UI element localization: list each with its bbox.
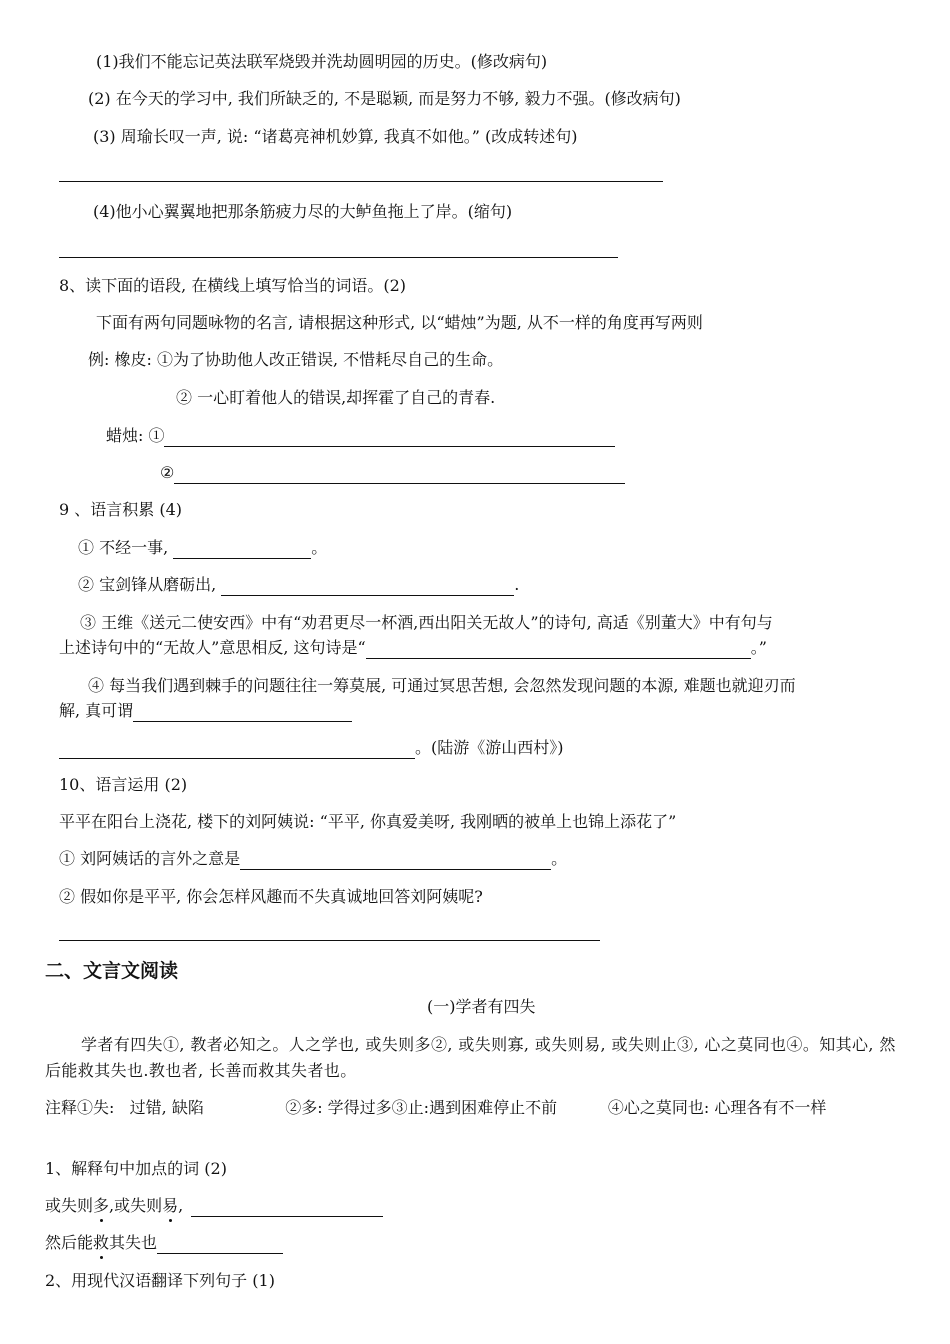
q10-title: 10、语言运用 (2) [59, 775, 188, 794]
q9-item-4-source: 。(陆游《游山西村》) [415, 738, 564, 757]
q9-item-4-text: 解, 真可谓 [59, 701, 134, 720]
answer-blank[interactable] [173, 540, 311, 559]
q9-item-3-text: 上述诗句中的“无故人”意思相反, 这句诗是“ [59, 638, 366, 657]
q1-text: 其失也 [109, 1233, 158, 1252]
answer-blank[interactable] [59, 740, 415, 759]
q1-text: 然后能 [45, 1233, 94, 1252]
q1-text: , [178, 1196, 184, 1215]
q7-sentence-4: (4)他小心翼翼地把那条筋疲力尽的大鲈鱼拖上了岸。(缩句) [93, 202, 513, 221]
q10-sub-2: ② 假如你是平平, 你会怎样风趣而不失真诚地回答刘阿姨呢? [59, 887, 483, 906]
q10-sub-1 [59, 848, 567, 870]
q1-text: 或失则 [45, 1196, 94, 1215]
answer-blank[interactable] [221, 577, 514, 596]
answer-blank[interactable] [164, 428, 615, 447]
q8-title: 8、读下面的语段, 在横线上填写恰当的词语。(2) [59, 276, 407, 295]
answer-line[interactable] [59, 257, 618, 258]
q9-item-3-line-1: ③ 王维《送元二使安西》中有“劝君更尽一杯酒,西出阳关无故人”的诗句, 高适《别董大》中有句与 [80, 613, 773, 632]
answer-line[interactable] [59, 940, 600, 941]
answer-blank[interactable] [133, 703, 352, 722]
q9-item-4-line-2 [59, 700, 352, 722]
q1-line-2 [45, 1232, 283, 1254]
q8-example-1: 例: 橡皮: ①为了协助他人改正错误, 不惜耗尽自己的生命。 [88, 350, 504, 369]
q9-item-4-line-1: ④ 每当我们遇到棘手的问题往往一筹莫展, 可通过冥思苦想, 会忽然发现问题的本源, 难题也就迎刃而 [88, 676, 796, 695]
q7-sentence-2: (2) 在今天的学习中, 我们所缺乏的, 不是聪颖, 而是努力不够, 毅力不强。(修改病句) [88, 89, 681, 108]
q9-item-2-end: . [514, 575, 520, 594]
q1-line-1 [45, 1195, 383, 1217]
q8-candle-label: 蜡烛: ① [106, 426, 165, 445]
q1-title: 1、解释句中加点的词 (2) [45, 1159, 227, 1178]
section-heading: 二、文言文阅读 [45, 960, 179, 982]
dotted-word: 易 [162, 1196, 179, 1215]
q9-item-1-text: ① 不经一事, [78, 538, 174, 557]
q9-item-2-text: ② 宝剑锋从磨砺出, [78, 575, 222, 594]
q10-sub-1-text: ① 刘阿姨话的言外之意是 [59, 849, 241, 868]
answer-blank[interactable] [366, 640, 751, 659]
passage-title: (一)学者有四失 [427, 997, 536, 1016]
q10-text: 平平在阳台上浇花, 楼下的刘阿姨说: “平平, 你真爱美呀, 我刚晒的被单上也锦上添花了” [59, 812, 677, 831]
answer-blank[interactable] [157, 1235, 283, 1254]
answer-blank[interactable] [174, 465, 625, 484]
answer-blank[interactable] [240, 851, 551, 870]
dotted-word: 多 [93, 1196, 110, 1215]
q8-candle-1 [106, 425, 615, 447]
answer-line[interactable] [59, 181, 663, 182]
answer-blank[interactable] [191, 1198, 383, 1217]
q9-item-1 [78, 537, 327, 559]
q8-candle-2 [160, 462, 625, 484]
q8-candle-label-2: ② [160, 463, 175, 482]
q8-example-2: ② 一心盯着他人的错误,却挥霍了自己的青春. [176, 388, 496, 407]
q9-item-2 [78, 574, 519, 596]
dotted-word: 救 [93, 1233, 110, 1252]
q9-item-1-end: 。 [311, 538, 328, 557]
q1-text: ,或失则 [109, 1196, 163, 1215]
q9-item-3-line-2 [59, 637, 767, 659]
annotation-notes: 注释①失: 过错, 缺陷 ②多: 学得过多③止:遇到困难停止不前 ④心之莫同也: 心理各有不一样 [45, 1098, 827, 1117]
q8-intro: 下面有两句同题咏物的名言, 请根据这种形式, 以“蜡烛”为题, 从不一样的角度再写两则 [96, 313, 703, 332]
q7-sentence-1: (1)我们不能忘记英法联军烧毁并洗劫圆明园的历史。(修改病句) [96, 52, 548, 71]
q9-title: 9 、语言积累 (4) [59, 500, 183, 519]
q9-item-3-end: 。” [750, 638, 767, 657]
q10-sub-1-end: 。 [551, 849, 568, 868]
q9-item-4-line-3 [59, 737, 564, 759]
q2-title: 2、用现代汉语翻译下列句子 (1) [45, 1271, 275, 1290]
q7-sentence-3: (3) 周瑜长叹一声, 说: “诸葛亮神机妙算, 我真不如他。” (改成转述句) [93, 127, 578, 146]
classical-passage: 学者有四失①, 教者必知之。人之学也, 或失则多②, 或失则寡, 或失则易, 或失则止③, 心之莫同也④。知其心, 然后能救其失也.教也者, 长善而救其失者也。 [45, 1035, 896, 1080]
